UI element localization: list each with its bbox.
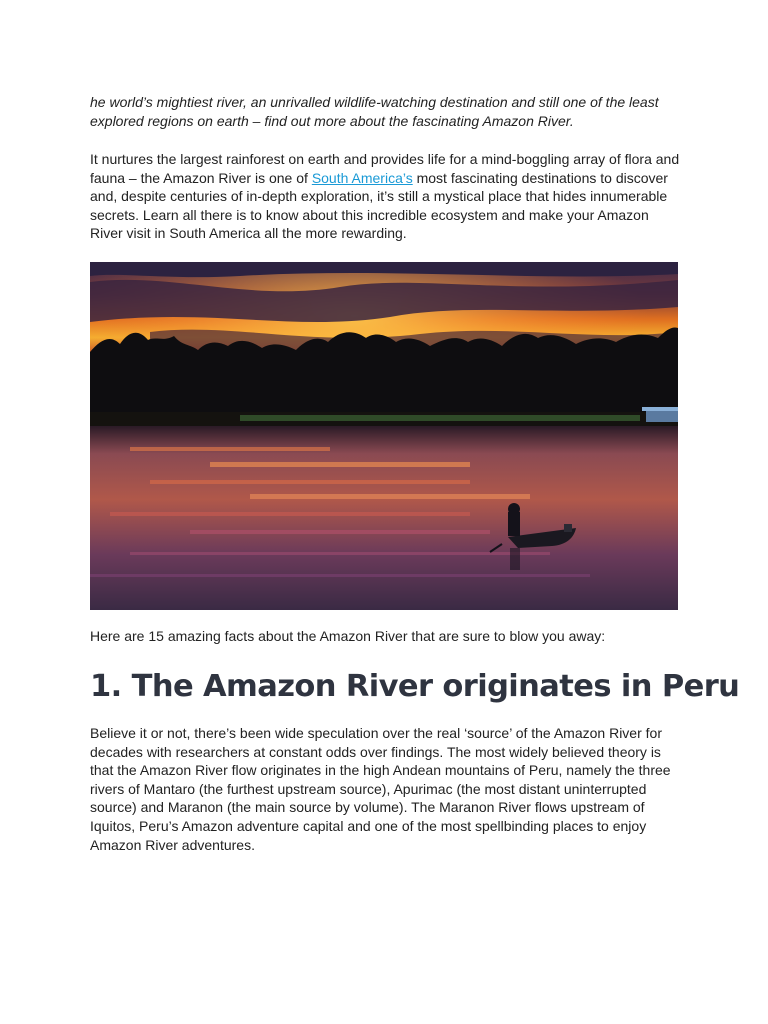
- intro-text-after-link: most fascinating destinations to discover and, despite centuries of in-depth exploration, it’s still a mystical place that hides innumerable secrets. Learn all there is to know about this incredible ecosystem and make your Amazon River visit in South America all the more rewarding.: [90, 169, 668, 242]
- amazon-sunset-photo: [90, 262, 678, 610]
- facts-intro-text: Here are 15 amazing facts about the Amazon River that are sure to blow you away:: [90, 627, 606, 644]
- intro-text-before-link: It nurtures the largest rainforest on earth and provides life for a mind-boggling array of flora and fauna – the Amazon River is one of: [90, 151, 680, 186]
- intro-paragraph: [90, 150, 680, 243]
- section-heading-peru: 1. The Amazon River originates in Peru: [90, 668, 740, 704]
- section-body-peru: Believe it or not, there’s been wide speculation over the real ‘source’ of the Amazon River for decades with researchers at constant odds over findings. The most widely believed theory is that the Amazon River flow originates in the high Andean mountains of Peru, namely the three rivers of Mantaro (the furthest upstream source), Apurimac (the most distant uninterrupted source) and Maranon (the main source by volume). The Maranon River flows upstream of Iquitos, Peru’s Amazon adventure capital and one of the most spellbinding places to enjoy Amazon River adventures.: [90, 724, 671, 853]
- intro-italic-text: he world’s mightiest river, an unrivalled wildlife-watching destination and still one of the least explored regions on earth – find out more about the fascinating Amazon River.: [90, 94, 659, 129]
- article: [90, 93, 740, 854]
- south-america-link[interactable]: South America’s: [311, 169, 413, 186]
